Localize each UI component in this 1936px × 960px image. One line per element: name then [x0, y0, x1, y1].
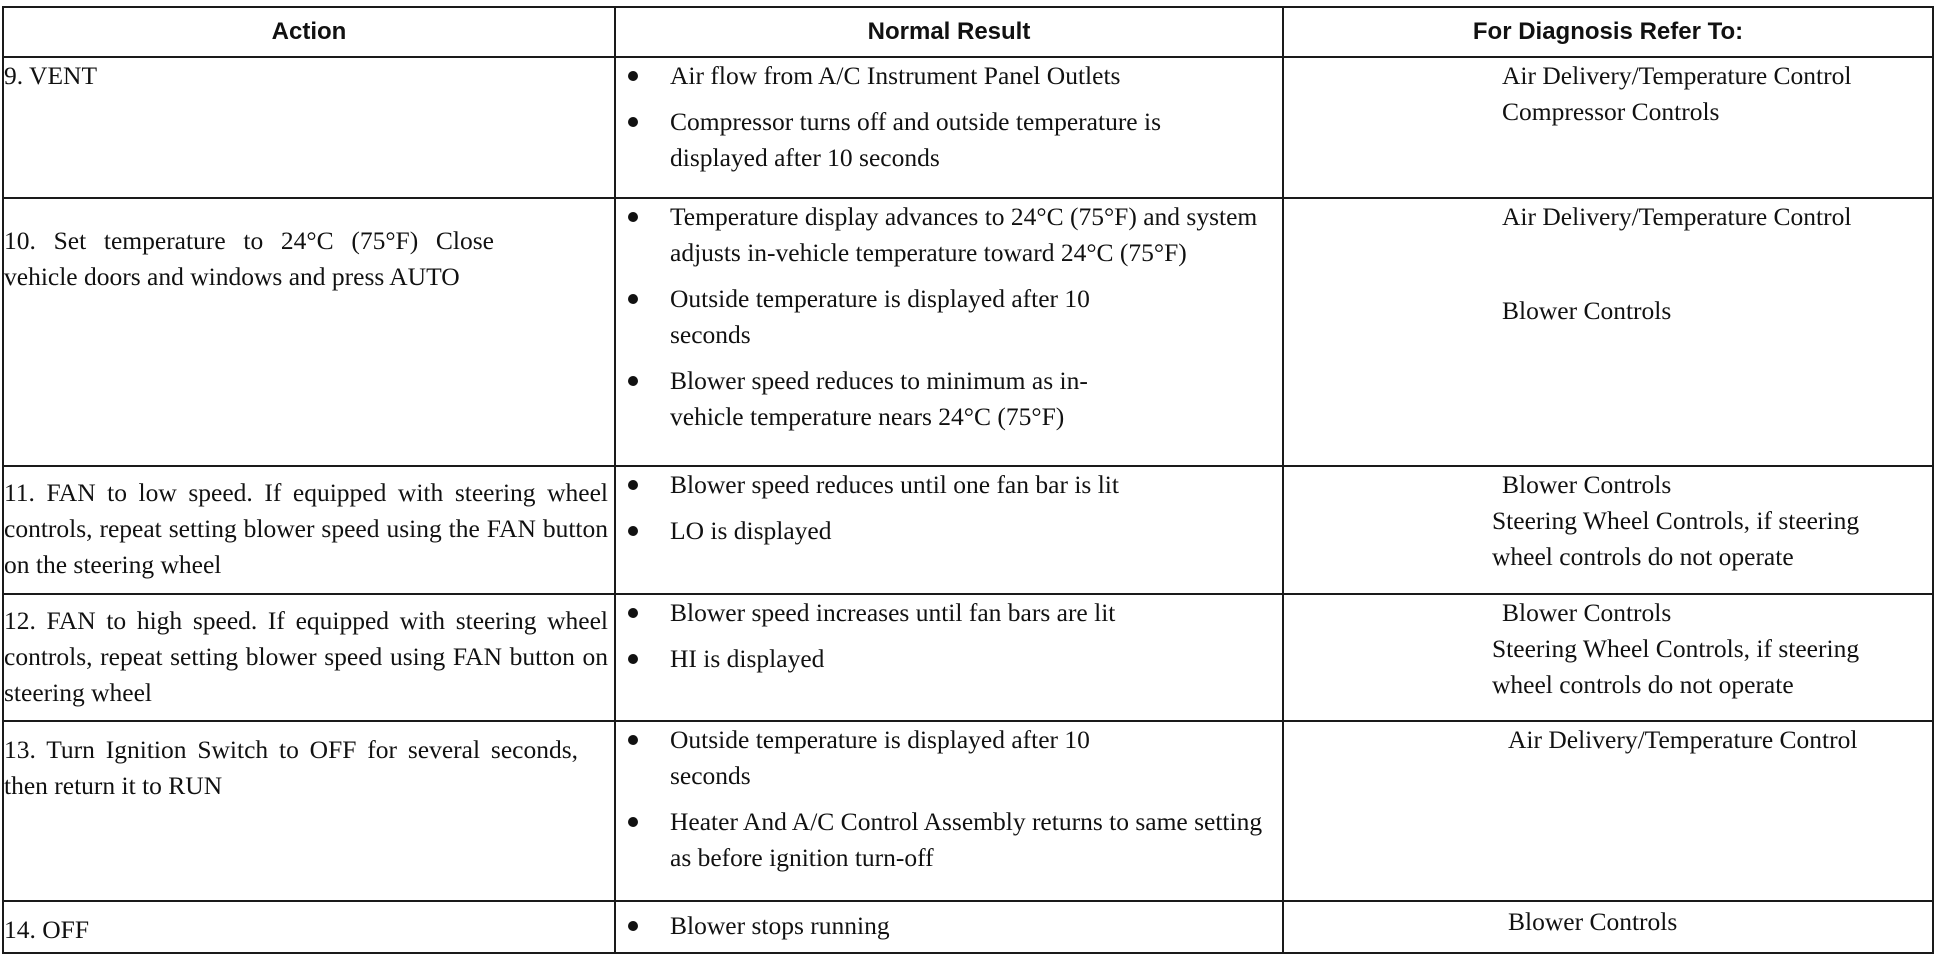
action-text: 12. FAN to high speed. If equipped with steering wheel controls, repeat setting blower speed using FAN button on steering wheel	[4, 605, 608, 707]
action-cell	[3, 466, 615, 594]
table-row	[3, 57, 1933, 198]
result-cell	[615, 466, 1283, 594]
action-text: 9. VENT	[4, 61, 98, 90]
bullet-icon	[628, 735, 638, 745]
bullet-icon	[628, 526, 638, 536]
result-item: Blower speed increases until fan bars are lit	[616, 595, 1282, 631]
result-item: Temperature display advances to 24°C (75°F) and system adjusts in-vehicle temperature toward 24°C (75°F)	[616, 199, 1282, 271]
refer-cell	[1283, 466, 1933, 594]
action-cell	[3, 594, 615, 722]
result-item: Blower stops running	[616, 908, 1282, 944]
table-row	[3, 594, 1933, 722]
refer-cell	[1283, 57, 1933, 198]
refer-item: Air Delivery/Temperature Control	[1502, 201, 1852, 231]
result-item: Air flow from A/C Instrument Panel Outlets	[616, 58, 1282, 94]
action-cell	[3, 901, 615, 953]
refer-cell	[1283, 594, 1933, 722]
bullet-icon	[628, 117, 638, 127]
bullet-icon	[628, 294, 638, 304]
action-text: 11. FAN to low speed. If equipped with steering wheel controls, repeat setting blower speed using the FAN button on the steering wheel	[4, 478, 608, 580]
bullet-icon	[628, 654, 638, 664]
refer-cell	[1283, 721, 1933, 901]
action-text: 13. Turn Ignition Switch to OFF for several seconds, then return it to RUN	[4, 735, 578, 801]
result-item: Blower speed reduces until one fan bar is lit	[616, 467, 1282, 503]
action-cell	[3, 721, 615, 901]
refer-item: Blower Controls	[1502, 470, 1672, 500]
result-cell	[615, 594, 1283, 722]
table-row	[3, 721, 1933, 901]
result-item: Heater And A/C Control Assembly returns to same setting as before ignition turn-off	[616, 804, 1282, 876]
refer-item: Air Delivery/Temperature Control	[1502, 61, 1852, 90]
action-cell	[3, 57, 615, 198]
bullet-icon	[628, 480, 638, 490]
refer-item: Steering Wheel Controls, if steering wheel controls do not operate	[1492, 633, 1860, 699]
refer-item: Blower Controls	[1508, 907, 1678, 937]
refer-item: Steering Wheel Controls, if steering wheel controls do not operate	[1492, 506, 1860, 572]
refer-item: Compressor Controls	[1502, 97, 1720, 126]
bullet-icon	[628, 212, 638, 222]
action-text: 14. OFF	[4, 915, 90, 945]
result-item: Outside temperature is displayed after 10 seconds	[616, 281, 1282, 353]
bullet-icon	[628, 608, 638, 618]
result-item: HI is displayed	[616, 641, 1282, 677]
result-cell	[615, 721, 1283, 901]
refer-item: Air Delivery/Temperature Control	[1508, 725, 1858, 755]
header-action: Action	[3, 7, 615, 57]
refer-item: Blower Controls	[1502, 295, 1672, 325]
table-row	[3, 466, 1933, 594]
refer-cell	[1283, 901, 1933, 953]
header-normal-result: Normal Result	[615, 7, 1283, 57]
result-item: Blower speed reduces to minimum as in-vehicle temperature nears 24°C (75°F)	[616, 363, 1282, 435]
bullet-icon	[628, 71, 638, 81]
result-cell	[615, 901, 1283, 953]
diagnosis-table	[2, 6, 1934, 954]
bullet-icon	[628, 921, 638, 931]
table-row	[3, 198, 1933, 466]
bullet-icon	[628, 376, 638, 386]
action-cell	[3, 198, 615, 466]
table-row	[3, 901, 1933, 953]
result-cell	[615, 198, 1283, 466]
header-row	[3, 7, 1933, 57]
refer-cell	[1283, 198, 1933, 466]
refer-item: Blower Controls	[1502, 597, 1672, 627]
result-cell	[615, 57, 1283, 198]
result-item: LO is displayed	[616, 513, 1282, 549]
action-text: 10. Set temperature to 24°C (75°F) Close vehicle doors and windows and press AUTO	[4, 225, 494, 291]
result-item: Outside temperature is displayed after 10 seconds	[616, 722, 1282, 794]
bullet-icon	[628, 817, 638, 827]
header-diagnosis-refer: For Diagnosis Refer To:	[1283, 7, 1933, 57]
result-item: Compressor turns off and outside temperature is displayed after 10 seconds	[616, 104, 1282, 176]
